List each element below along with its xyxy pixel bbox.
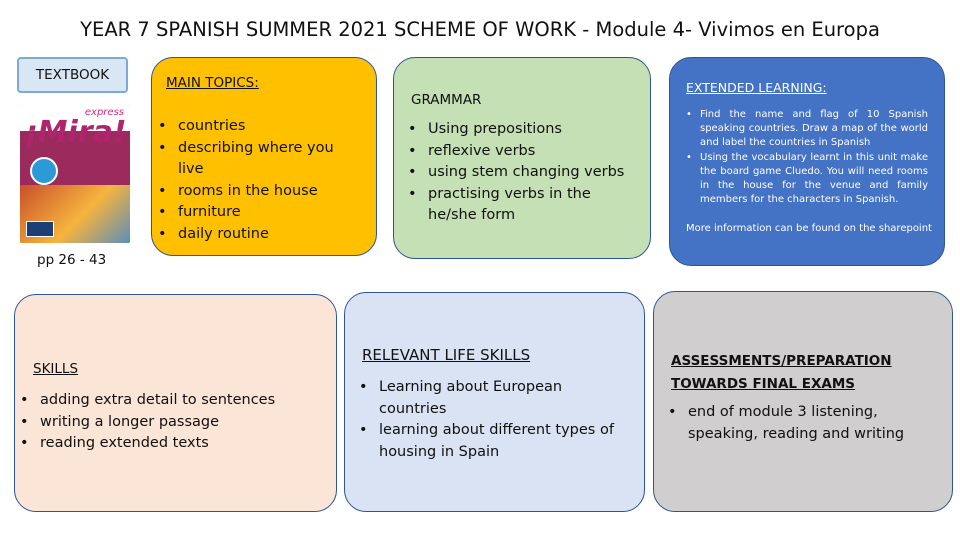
- list-item: • describing where you live: [156, 138, 356, 181]
- list-item: • writing a longer passage: [18, 412, 318, 434]
- list-item: • adding extra detail to sentences: [18, 390, 318, 412]
- life-skills-list: [357, 377, 629, 463]
- list-item: • rooms in the house: [156, 181, 356, 203]
- list-item: • using stem changing verbs: [406, 162, 628, 184]
- textbook-cover-image: [20, 105, 130, 243]
- grammar-panel: [393, 57, 651, 259]
- list-item: • learning about different types of housing in Spain: [357, 420, 629, 463]
- extended-learning-note: More information can be found on the sharepoint: [686, 223, 932, 234]
- textbook-pages: pp 26 - 43: [37, 252, 107, 268]
- cover-badge: [26, 221, 54, 237]
- assessments-list: [666, 402, 936, 445]
- list-item: • countries: [156, 116, 356, 138]
- list-item: • furniture: [156, 202, 356, 224]
- list-item: • Learning about European countries: [357, 377, 629, 420]
- list-item: • Using the vocabulary learnt in this unit make the board game Cluedo. You will need rooms in the house for the venue and family members for the characters in Spanish.: [686, 151, 928, 208]
- list-item: • practising verbs in the he/she form: [406, 184, 628, 227]
- list-item: • Using prepositions: [406, 119, 628, 141]
- textbook-label: TEXTBOOK: [17, 57, 128, 93]
- assessments-heading: ASSESSMENTS/PREPARATION TOWARDS FINAL EXAMS: [671, 353, 892, 392]
- extended-learning-list: [686, 108, 928, 207]
- list-item: • Find the name and flag of 10 Spanish speaking countries. Draw a map of the world and label the countries in Spanish: [686, 108, 928, 151]
- main-topics-heading: MAIN TOPICS:: [166, 75, 259, 91]
- list-item: • daily routine: [156, 224, 356, 246]
- main-topics-list: [156, 116, 356, 245]
- skills-heading: SKILLS: [33, 361, 79, 377]
- cover-brand: express: [84, 107, 124, 118]
- skills-list: [18, 390, 318, 455]
- cover-title: ¡Mira!: [24, 115, 127, 150]
- life-skills-panel: [344, 292, 645, 512]
- cover-number-icon: [30, 157, 58, 185]
- main-topics-panel: [151, 57, 377, 256]
- life-skills-heading: RELEVANT LIFE SKILLS: [362, 346, 531, 364]
- page-title: YEAR 7 SPANISH SUMMER 2021 SCHEME OF WORK - Module 4- Vivimos en Europa: [80, 18, 880, 41]
- grammar-heading: GRAMMAR: [411, 92, 482, 108]
- assessments-panel: [653, 291, 953, 512]
- list-item: • end of module 3 listening, speaking, reading and writing: [666, 402, 936, 445]
- extended-learning-heading: EXTENDED LEARNING:: [686, 80, 827, 95]
- list-item: • reading extended texts: [18, 433, 318, 455]
- list-item: • reflexive verbs: [406, 141, 628, 163]
- extended-learning-panel: [669, 57, 945, 266]
- skills-panel: [14, 294, 337, 512]
- grammar-list: [406, 119, 628, 227]
